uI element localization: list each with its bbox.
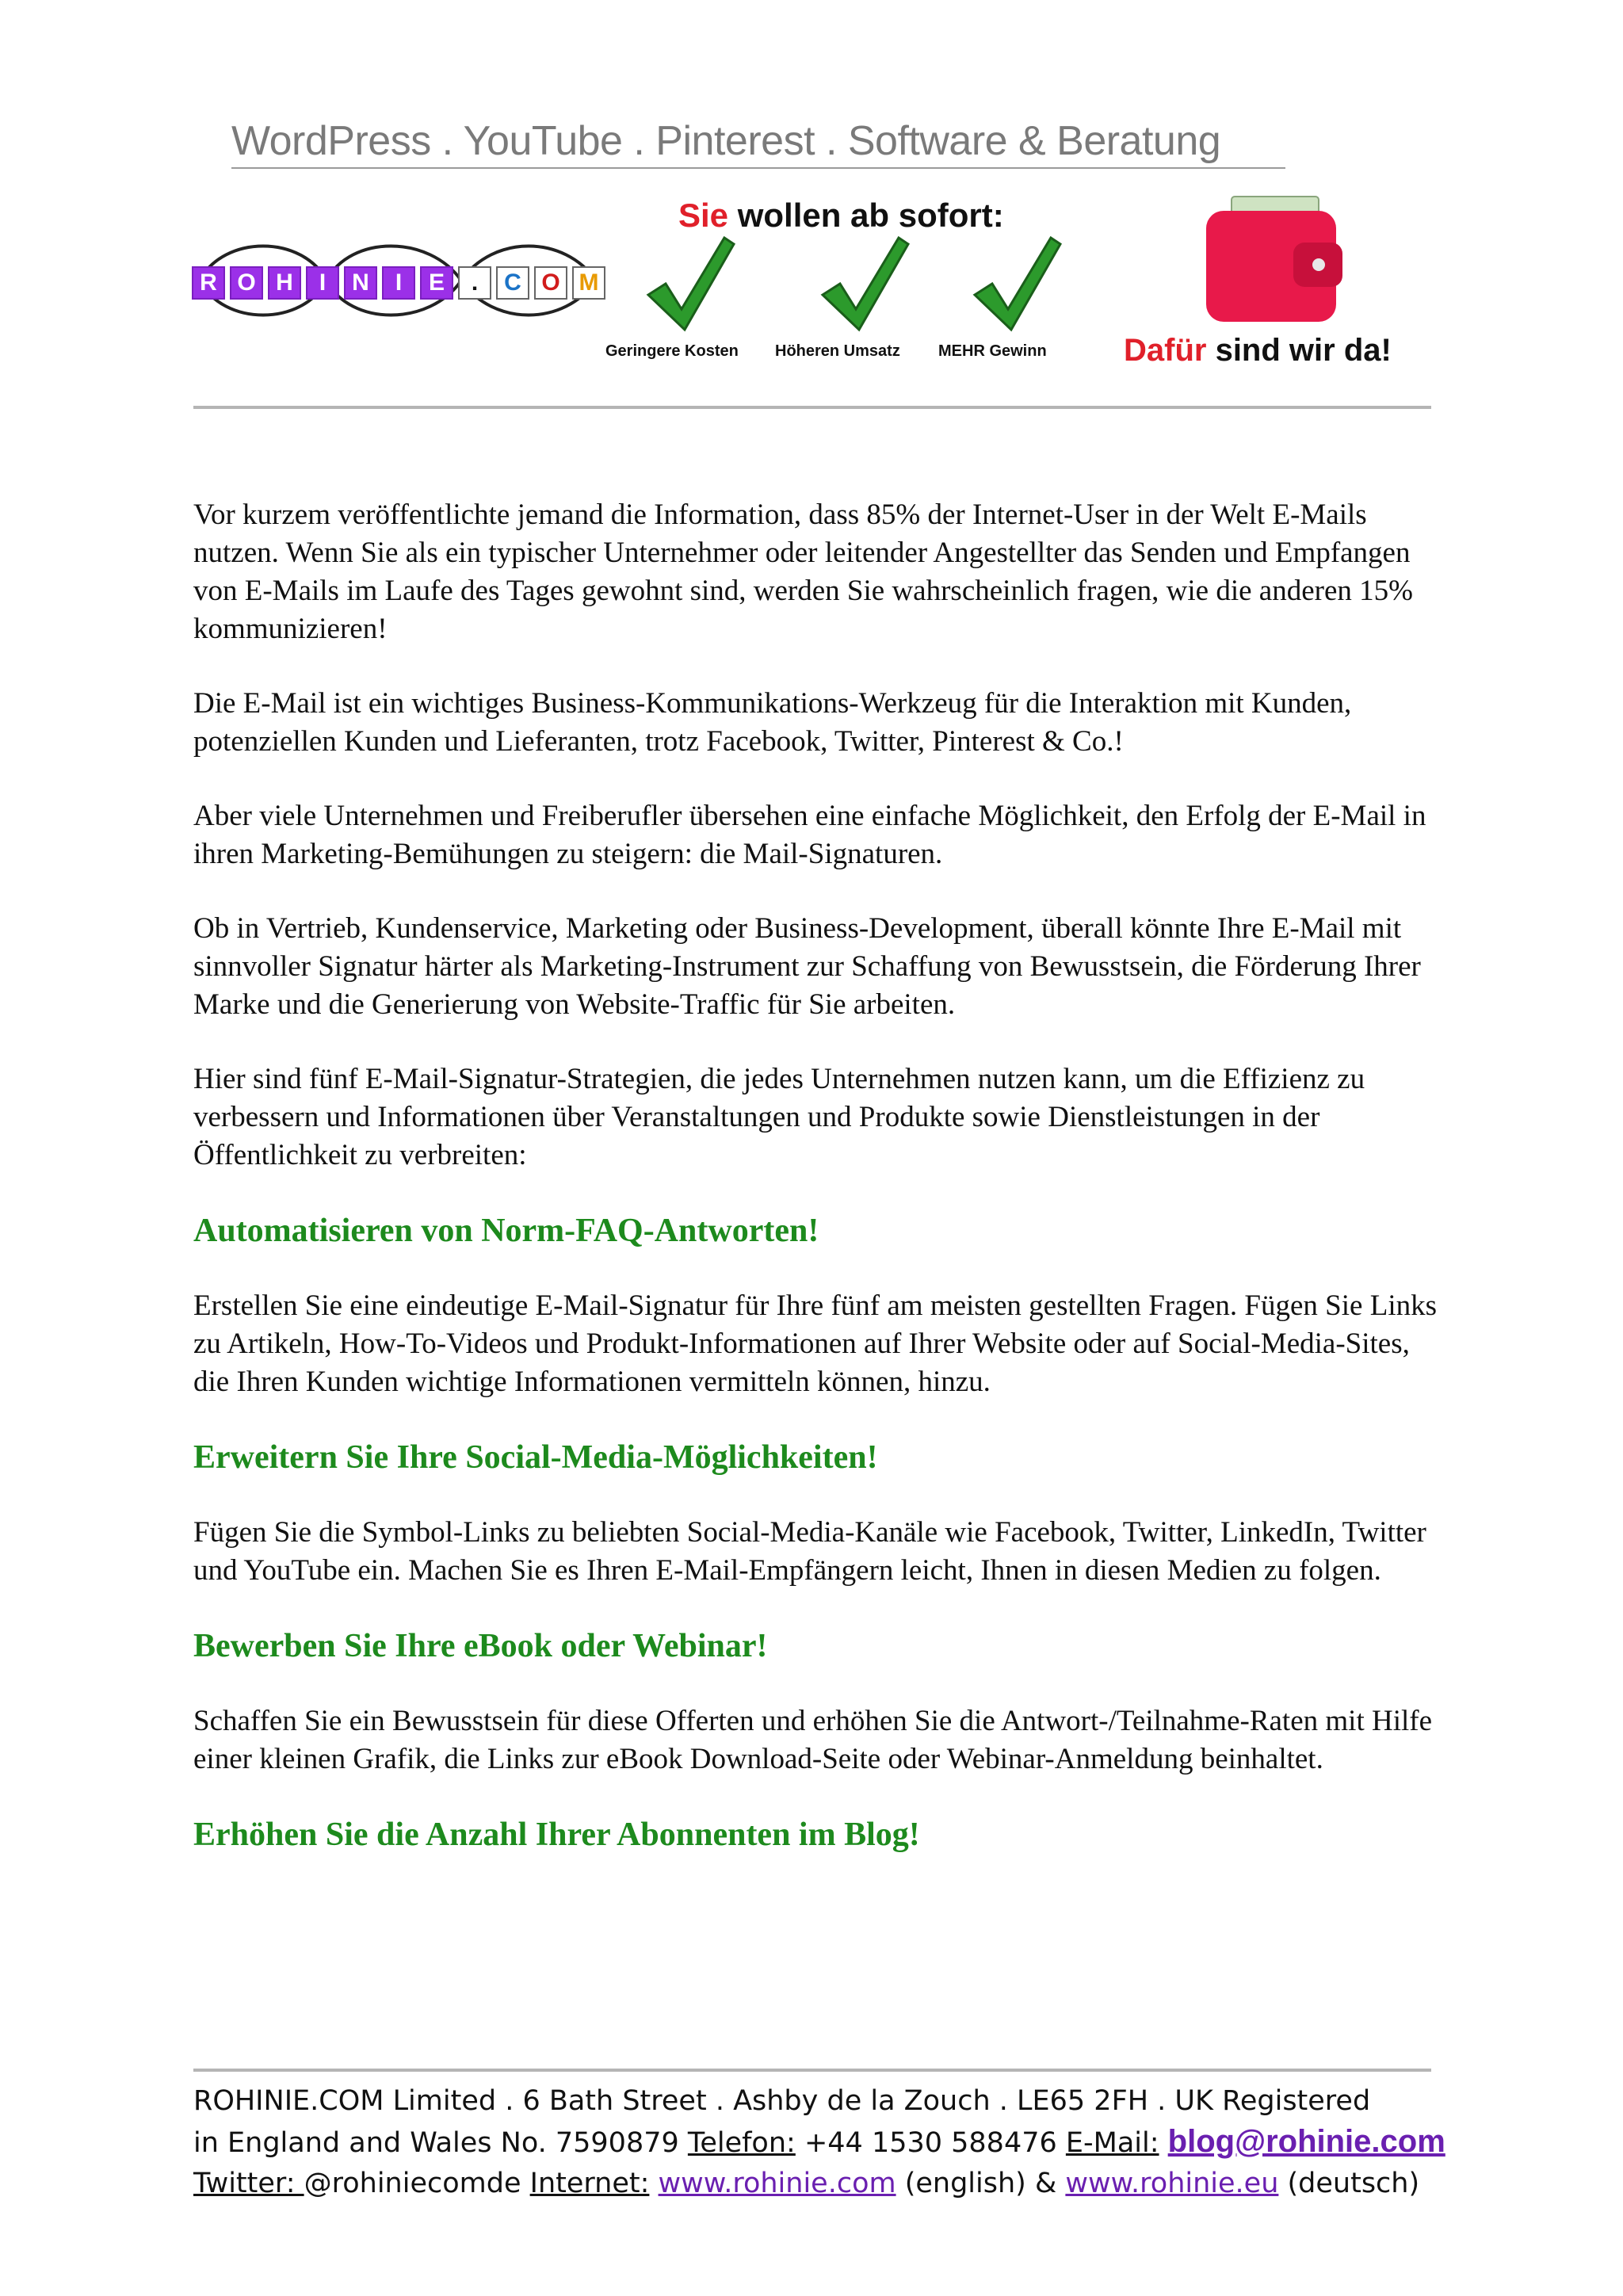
link-note-german: (deutsch) [1278, 2168, 1420, 2199]
paragraph: Vor kurzem veröffentlichte jemand die Information, dass 85% der Internet-User in der Welt E-Mails nutzen. Wenn Sie als ein typischer Unternehmer oder leitender Angestellter das Senden und Empfangen von E-Mails im Laufe des Tages gewohnt sind, werden Sie wahrscheinlich fragen, wie die anderen 15% kommunizieren! [193, 499, 1413, 645]
paragraph: Erstellen Sie eine eindeutige E-Mail-Signatur für Ihre fünf am meisten gestellten Fragen. Fügen Sie Links zu Artikeln, How-To-Videos und Produkt-Informationen auf Ihrer Website oder auf Social-Media-Sites, die Ihren Kunden wichtige Informationen vermitteln können, hinzu. [193, 1289, 1437, 1398]
check-label-revenue: Höheren Umsatz [775, 342, 900, 360]
twitter-label: Twitter: [193, 2168, 304, 2199]
website-link-english[interactable]: www.rohinie.com [658, 2168, 896, 2199]
header-tagline: WordPress . YouTube . Pinterest . Software & Beratung [231, 118, 1221, 164]
section-heading: Erweitern Sie Ihre Social-Media-Möglichkeiten! [193, 1439, 878, 1476]
rohinie-logo [192, 235, 604, 328]
telefon-value: +44 1530 588476 [795, 2127, 1066, 2159]
paragraph: Die E-Mail ist ein wichtiges Business-Kommunikations-Werkzeug für die Interaktion mit Kunden, potenziellen Kunden und Lieferanten, trotz Facebook, Twitter, Pinterest & Co.! [193, 687, 1352, 758]
link-note-english: (english) & [896, 2168, 1066, 2199]
check-label-costs: Geringere Kosten [605, 342, 739, 360]
tagline-underline [231, 167, 1285, 169]
telefon-label: Telefon: [687, 2127, 796, 2159]
paragraph: Aber viele Unternehmen und Freiberufler übersehen eine einfache Möglichkeit, den Erfolg der E-Mail in ihren Marketing-Bemühungen zu steigern: die Mail-Signaturen. [193, 800, 1426, 870]
checkmark-icon [642, 233, 737, 336]
promo-title-highlight: Sie [678, 197, 729, 234]
footer-line-company: ROHINIE.COM Limited . 6 Bath Street . Ashby de la Zouch . LE65 2FH . UK Registered [193, 2085, 1371, 2117]
website-link-german[interactable]: www.rohinie.eu [1065, 2168, 1279, 2199]
paragraph: Ob in Vertrieb, Kundenservice, Marketing oder Business-Development, überall könnte Ihre E-Mail mit sinnvoller Signatur härter als Marketing-Instrument zur Schaffung von Bewusstsein, die Förderung Ihrer Marke und die Generierung von Website-Traffic für Sie arbeiten. [193, 912, 1421, 1021]
footer-line-web [193, 2164, 1445, 2204]
header-divider [193, 406, 1431, 409]
article-body [193, 496, 1438, 1891]
footer [193, 2081, 1445, 2204]
twitter-handle: @rohiniecomde [304, 2168, 530, 2199]
claim-rest: sind wir da! [1206, 333, 1392, 368]
wallet-icon [1200, 193, 1342, 328]
promo-title [678, 197, 1004, 235]
internet-label: Internet: [529, 2168, 650, 2199]
footer-divider [193, 2069, 1431, 2072]
section-heading: Erhöhen Sie die Anzahl Ihrer Abonnenten im Blog! [193, 1817, 920, 1853]
paragraph: Schaffen Sie ein Bewusstsein für diese Offerten und erhöhen Sie die Antwort-/Teilnahme-Raten mit Hilfe einer kleinen Grafik, die Links zur eBook Download-Seite oder Webinar-Anmeldung beinhaltet. [193, 1705, 1432, 1775]
promo-title-text: wollen ab sofort: [728, 197, 1004, 234]
logo-lettering: R O H I N I E . C O M [192, 266, 605, 300]
email-link[interactable]: blog@rohinie.com [1167, 2124, 1445, 2159]
check-label-profit: MEHR Gewinn [938, 342, 1047, 360]
checkmark-icon [968, 233, 1064, 336]
claim-text [1124, 333, 1392, 369]
section-heading: Bewerben Sie Ihre eBook oder Webinar! [193, 1628, 768, 1664]
email-label: E-Mail: [1065, 2127, 1159, 2159]
paragraph: Hier sind fünf E-Mail-Signatur-Strategien, die jedes Unternehmen nutzen kann, um die Effizienz zu verbessern und Informationen über Veranstaltungen und Produkte sowie Dienstleistungen in der Öffentlichkeit zu verbreiten: [193, 1063, 1365, 1171]
footer-line-contact [193, 2122, 1445, 2164]
claim-highlight: Dafür [1124, 333, 1207, 368]
section-heading: Automatisieren von Norm-FAQ-Antworten! [193, 1213, 819, 1249]
footer-registration: in England and Wales No. 7590879 [193, 2127, 688, 2159]
paragraph: Fügen Sie die Symbol-Links zu beliebten Social-Media-Kanäle wie Facebook, Twitter, LinkedIn, Twitter und YouTube ein. Machen Sie es Ihren E-Mail-Empfängern leicht, Ihnen in diesen Medien zu folgen. [193, 1516, 1426, 1587]
checkmark-icon [816, 233, 911, 336]
